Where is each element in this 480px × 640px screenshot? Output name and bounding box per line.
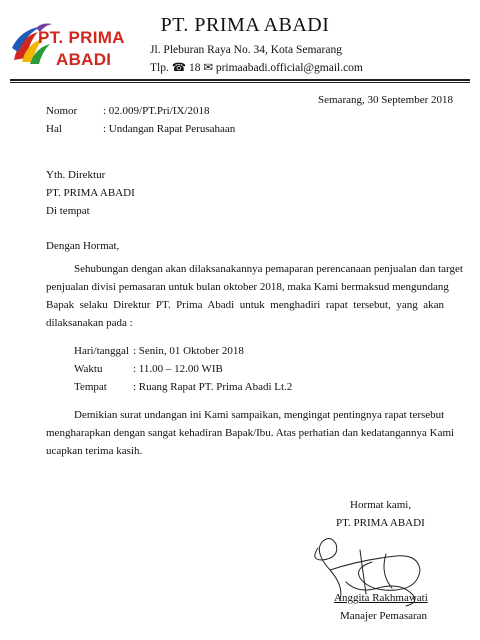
company-address: Jl. Pleburan Raya No. 34, Kota Semarang [150,44,342,56]
closing-line-1: Demikian surat undangan ini Kami sampaikan, mengingat pentingnya rapat tersebut [74,409,445,421]
sign-company: PT. PRIMA ABADI [336,517,425,529]
phone-label: Tlp. [150,62,169,74]
nomor-value: : 02.009/PT.Pri/IX/2018 [103,105,210,117]
company-name: PT. PRIMA ABADI [160,14,330,36]
logo-text-line2: ABADI [56,50,112,69]
recipient-line-1: Yth. Direktur [46,169,106,181]
company-email: primaabadi.official@gmail.com [215,62,363,74]
header-divider [10,79,470,81]
signer-title: Manajer Pemasaran [340,610,428,622]
detail-value-place: : Ruang Rapat PT. Prima Abadi Lt.2 [133,381,293,393]
body-line-3: Bapak selaku Direktur PT. Prima Abadi untuk menghadiri rapat tersebut, yang akan [46,299,444,311]
recipient-line-2: PT. PRIMA ABADI [46,187,135,199]
detail-label-time: Waktu [74,363,103,375]
phone-number: 18 [188,62,201,74]
sign-greeting: Hormat kami, [350,499,412,511]
body-line-4: dilaksanakan pada : [46,317,133,329]
detail-label-date: Hari/tanggal [74,345,129,357]
signer-name: Anggita Rakhmawati [334,592,428,604]
company-contact [150,60,363,74]
closing-line-2: mengharapkan dengan sangat kehadiran Bapak/Ibu. Atas perhatian dan kedatangannya Kami [46,427,455,439]
nomor-label: Nomor [46,105,78,117]
recipient-line-3: Di tempat [46,205,90,217]
logo-text-line1: PT. PRIMA [38,28,125,47]
hal-label: Hal [46,123,62,135]
detail-value-time: : 11.00 – 12.00 WIB [133,363,223,375]
detail-label-place: Tempat [74,381,107,393]
closing-line-3: ucapkan terima kasih. [46,445,143,457]
detail-value-date: : Senin, 01 Oktober 2018 [133,345,244,357]
hal-value: : Undangan Rapat Perusahaan [103,123,236,135]
body-line-2: penjualan divisi pemasaran untuk bulan oktober 2018, maka Kami bermaksud mengundang [46,281,449,293]
phone-icon: ☎ [171,62,187,74]
header-divider-thin [10,82,470,83]
body-line-1: Sehubungan dengan akan dilaksanakannya pemaparan perencanaan penjualan dan target [74,263,463,275]
place-date: Semarang, 30 September 2018 [318,94,454,106]
salutation: Dengan Hormat, [46,240,120,252]
envelope-icon: ✉ [203,62,213,74]
